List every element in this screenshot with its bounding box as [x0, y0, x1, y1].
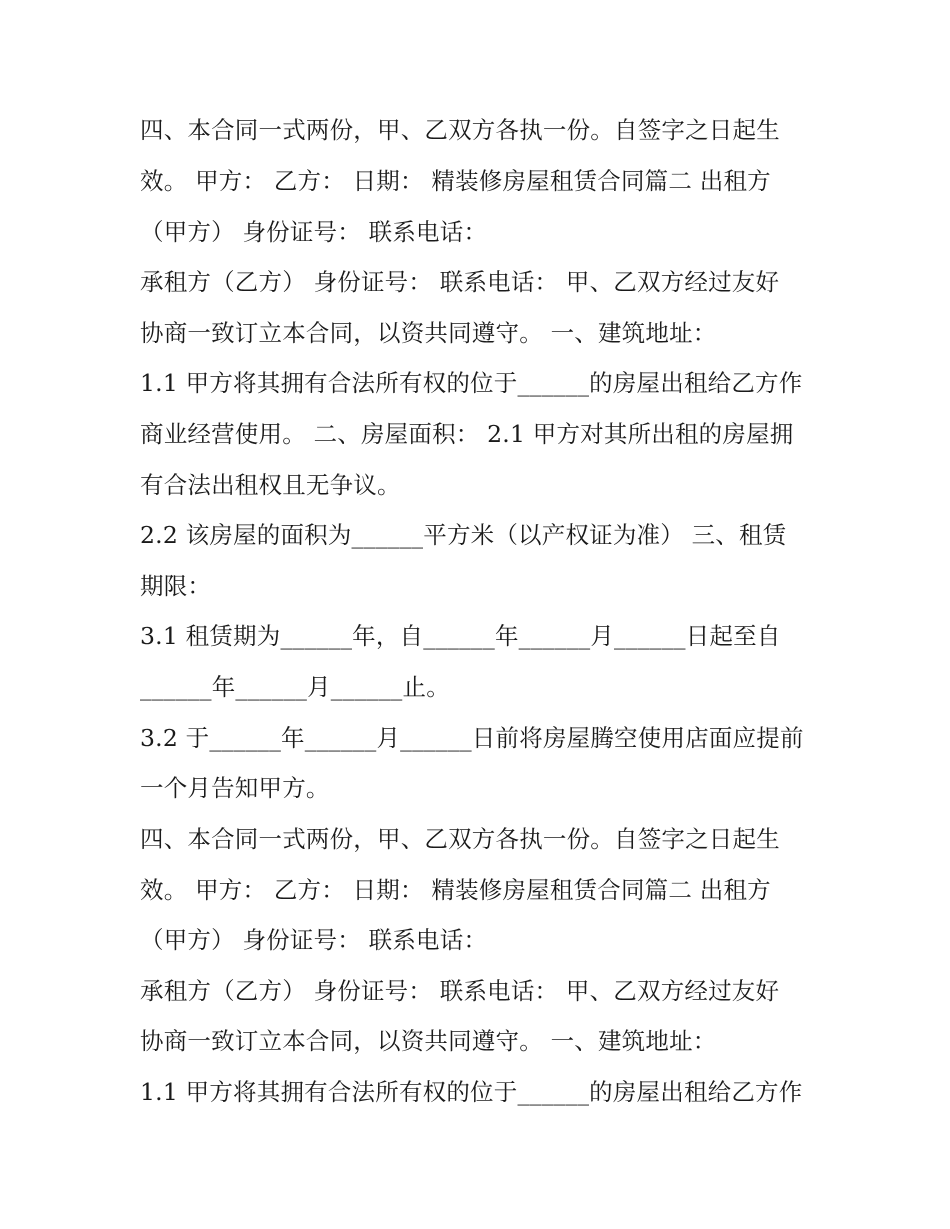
text-line: 有合法出租权且无争议。	[140, 471, 401, 499]
text-line: 一个月告知甲方。	[140, 774, 330, 802]
text-line: 协商一致订立本合同，以资共同遵守。 一、建筑地址：	[140, 1027, 717, 1055]
text-line: 承租方（乙方） 身份证号： 联系电话： 甲、乙双方经过友好	[140, 977, 780, 1005]
text-line: 3.1 租赁期为______年，自______年______月______日起至自	[140, 622, 781, 650]
text-line: 四、本合同一式两份，甲、乙双方各执一份。自签字之日起生	[140, 116, 780, 144]
text-line: 期限：	[140, 572, 212, 600]
text-line: 2.2 该房屋的面积为______平方米（以产权证为准） 三、租赁	[140, 521, 787, 549]
text-line: 协商一致订立本合同，以资共同遵守。 一、建筑地址：	[140, 319, 717, 347]
text-line: ______年______月______止。	[140, 673, 450, 701]
text-line: 商业经营使用。 二、房屋面积： 2.1 甲方对其所出租的房屋拥	[140, 420, 794, 448]
text-line: （甲方） 身份证号： 联系电话：	[140, 926, 488, 954]
text-line: 3.2 于______年______月______日前将房屋腾空使用店面应提前	[140, 724, 804, 752]
text-line: （甲方） 身份证号： 联系电话：	[140, 218, 488, 246]
text-line: 效。 甲方： 乙方： 日期： 精装修房屋租赁合同篇二 出租方	[140, 876, 771, 904]
text-line: 效。 甲方： 乙方： 日期： 精装修房屋租赁合同篇二 出租方	[140, 167, 771, 195]
text-line: 四、本合同一式两份，甲、乙双方各执一份。自签字之日起生	[140, 825, 780, 853]
text-line: 承租方（乙方） 身份证号： 联系电话： 甲、乙双方经过友好	[140, 268, 780, 296]
text-line: 1.1 甲方将其拥有合法所有权的位于______的房屋出租给乙方作	[140, 1078, 803, 1106]
text-line: 1.1 甲方将其拥有合法所有权的位于______的房屋出租给乙方作	[140, 369, 803, 397]
